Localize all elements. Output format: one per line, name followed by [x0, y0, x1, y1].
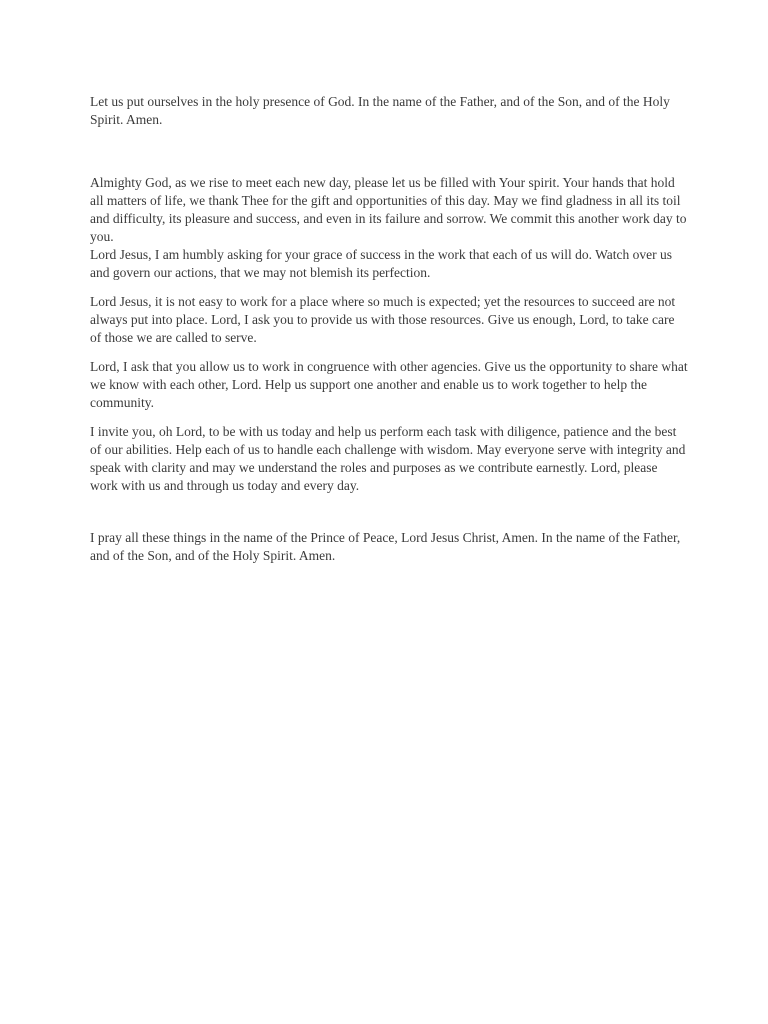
grace-of-success-paragraph: Lord Jesus, I am humbly asking for your grace of success in the work that each of us will do. Watch over us and govern our actions, that we may not blemish its perfection.	[90, 247, 673, 280]
invitation-paragraph: I invite you, oh Lord, to be with us today and help us perform each task with diligence, patience and the best of our abilities. Help each of us to handle each challenge with wisdom. May everyone serve with integrity and speak with clarity and may we understand the roles and purposes as we contribute earnestly. Lord, please work with us and through us today and every day.	[90, 424, 686, 493]
opening-invocation-paragraph: Let us put ourselves in the holy presence of God. In the name of the Father, and of the Son, and of the Holy Spirit. Amen.	[90, 94, 670, 127]
closing-prayer-paragraph: I pray all these things in the name of the Prince of Peace, Lord Jesus Christ, Amen. In the name of the Father, and of the Son, and of the Holy Spirit. Amen.	[90, 530, 681, 563]
resources-paragraph: Lord Jesus, it is not easy to work for a place where so much is expected; yet the resources to succeed are not always put into place. Lord, I ask you to provide us with those resources. Give us enough, Lord, to take care of those we are called to serve.	[90, 294, 676, 345]
almighty-god-paragraph: Almighty God, as we rise to meet each new day, please let us be filled with Your spirit. Your hands that hold all matters of life, we thank Thee for the gift and opportunities of this day. May we find gladness in all its toil and difficulty, its pleasure and success, and even in its failure and sorrow. We commit this another work day to you.	[90, 175, 687, 244]
congruence-paragraph: Lord, I ask that you allow us to work in congruence with other agencies. Give us the opportunity to share what we know with each other, Lord. Help us support one another and enable us to work together to help the community.	[90, 359, 688, 410]
